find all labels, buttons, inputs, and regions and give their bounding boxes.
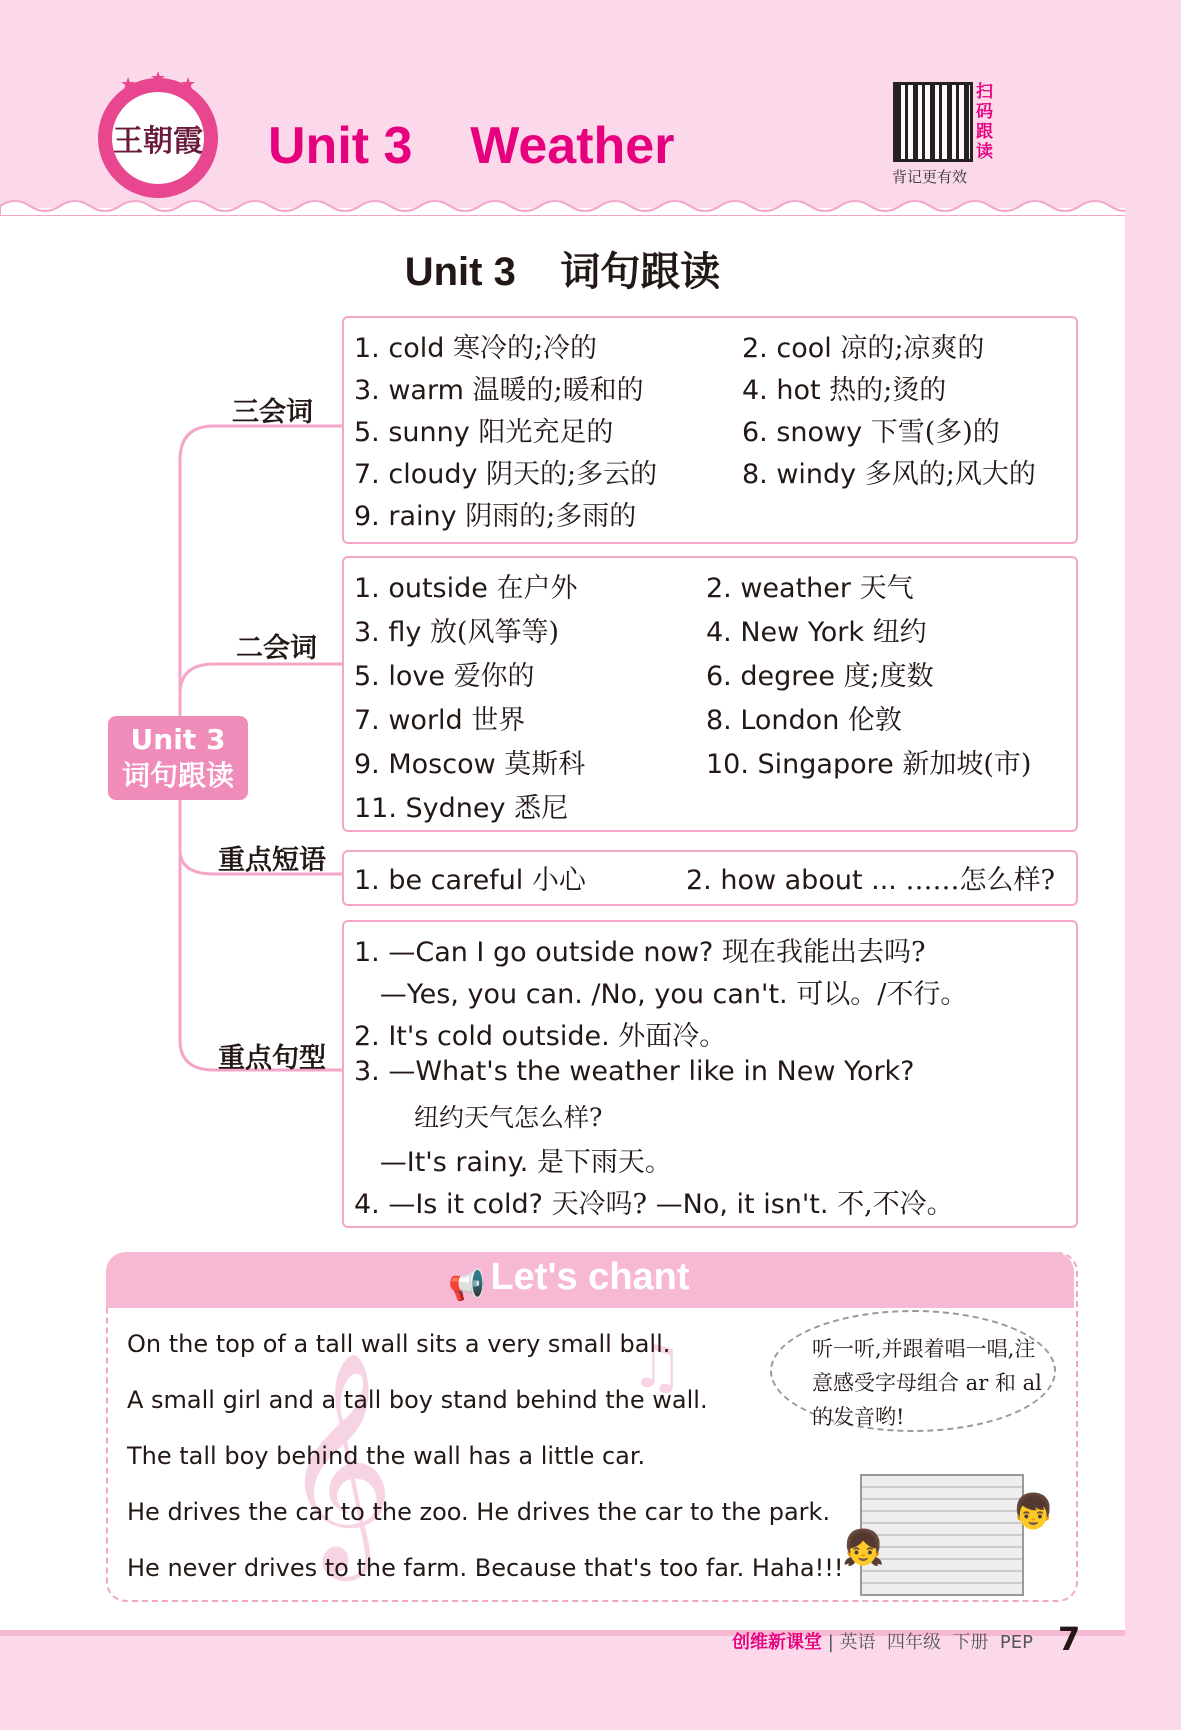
vocab-en: 5. love [354,661,445,692]
vocab-zh: 纽约 [872,617,927,648]
phrase-en: 2. how about ... [686,865,897,896]
footer-info [732,1628,1033,1654]
vocab-zh: 悉尼 [514,793,569,824]
vocab-zh: 寒冷的;冷的 [452,333,598,364]
vocab-en: 1. cold [354,333,445,364]
unit-title: Unit 3 Weather [268,117,675,175]
sentence-en: 2. It's cold outside. [354,1021,610,1052]
sentence-line [354,1182,954,1221]
vocab-item [706,610,927,649]
vocab-item [354,786,568,825]
treble-clef-icon: 𝄞 [282,1350,395,1571]
vocab-item [706,742,1031,781]
qr-label-char: 读 [976,142,993,162]
footer-course: | 英语 四年级 下册 PEP [827,1632,1033,1653]
center-node-line: 词句跟读 [121,759,234,792]
sentence-zh: 纽约天气怎么样? [414,1103,603,1132]
sentence-zh: 外面冷。 [618,1021,727,1052]
star-icon: ★ [150,68,167,89]
vocab-zh: 放(风筝等) [429,617,560,648]
vocab-item [742,368,946,407]
sentence-en: —It's rainy. [354,1147,529,1178]
sentence-line [354,1056,915,1087]
vocab-item [742,452,1036,491]
vocab-zh: 温暖的;暖和的 [472,375,644,406]
vocab-zh: 世界 [471,705,526,736]
logo-text: 王朝霞 [112,92,204,184]
vocab-en: 11. Sydney [354,793,506,824]
vocab-zh: 爱你的 [453,661,535,692]
chant-line: He drives the car to the zoo. He drives the car to the park. [127,1498,831,1526]
footer-brand: 创维新课堂 [732,1632,822,1653]
qr-label-char: 扫 [976,82,993,102]
phrase-zh: 小心 [531,865,586,896]
vocab-en: 4. New York [706,617,864,648]
vocab-zh: 凉的;凉爽的 [840,333,985,364]
vocab-zh: 在户外 [496,573,578,604]
sentence-zh: 现在我能出去吗? [721,937,926,968]
sentence-en: 3. —What's the weather like in New York? [354,1056,915,1087]
speech-bubble-text: 听一听,并跟着唱一唱,注意感受字母组合 ar 和 al 的发音哟! [812,1337,1042,1429]
category-label-sentences: 重点句型 [218,1043,326,1074]
vocab-item [354,610,559,649]
chant-line: A small girl and a tall boy stand behind the wall. [127,1386,708,1414]
sentence-line [354,1140,672,1179]
vocab-en: 9. rainy [354,501,457,532]
vocab-en: 1. outside [354,573,488,604]
chant-line: The tall boy behind the wall has a little car. [127,1442,646,1470]
vocab-zh: 阳光充足的 [478,417,614,448]
qr-label-char: 跟 [976,122,993,142]
vocab-zh: 阴天的;多云的 [486,459,658,490]
sentence-zh: 可以。/不行。 [796,979,968,1010]
vocab-item [706,654,934,693]
star-icon: ★ [180,74,197,95]
vocab-item [354,410,613,449]
sentence-line [354,972,967,1011]
chant-line: On the top of a tall wall sits a very small ball. [127,1330,671,1358]
vocab-en: 3. fly [354,617,422,648]
page-number: 7 [1058,1620,1081,1658]
vocab-en: 4. hot [742,375,821,406]
vocab-zh: 莫斯科 [504,749,586,780]
sentence-en: 1. —Can I go outside now? [354,937,714,968]
vocab-en: 10. Singapore [706,749,894,780]
vocab-item [354,742,585,781]
phrase-en: 1. be careful [354,865,524,896]
boy-figure-icon: 👦 [1012,1492,1055,1532]
vocab-zh: 阴雨的;多雨的 [465,501,637,532]
sentence-zh: 不,不冷。 [837,1189,954,1220]
vocab-en: 6. snowy [742,417,863,448]
vocab-zh: 热的;烫的 [829,375,947,406]
vocab-zh: 天气 [859,573,914,604]
vocab-en: 7. world [354,705,463,736]
vocab-item [354,494,636,533]
vocab-item [354,452,657,491]
category-label-sanhuici: 三会词 [232,397,313,428]
qr-label-char: 码 [976,102,993,122]
vocab-en: 6. degree [706,661,835,692]
vocab-item [354,698,525,737]
phrase-item [686,858,1055,897]
sentence-en: —No, it isn't. [655,1189,829,1220]
vocab-zh: 伦敦 [847,705,902,736]
category-label-erhuici: 二会词 [236,633,317,664]
vocab-zh: 下雪(多)的 [870,417,1000,448]
center-node [108,716,248,800]
chant-line: He never drives to the farm. Because that's too far. Haha!!! [127,1554,844,1582]
vocab-en: 8. windy [742,459,857,490]
qr-caption: 背记更有效 [892,168,968,186]
phrase-zh: ……怎么样? [905,865,1055,896]
vocab-zh: 度;度数 [843,661,934,692]
vocab-en: 9. Moscow [354,749,496,780]
page-heading: Unit 3 词句跟读 [404,250,721,294]
star-icon: ★ [120,74,137,95]
music-note-icon: ♫ [630,1332,684,1402]
vocab-item [742,410,1000,449]
vocab-item [354,368,644,407]
phrase-item [354,858,586,897]
girl-figure-icon: 👧 [842,1528,885,1568]
chant-title: Let's chant [490,1256,690,1298]
vocab-en: 7. cloudy [354,459,478,490]
vocab-item [354,654,535,693]
vocab-item [354,326,597,365]
vocab-en: 8. London [706,705,840,736]
vocab-en: 5. sunny [354,417,470,448]
sentence-line [354,930,925,969]
sentence-en: —Yes, you can. /No, you can't. [354,979,788,1010]
vocab-zh: 新加坡(市) [902,749,1032,780]
vocab-item [742,326,984,365]
vocab-en: 2. cool [742,333,832,364]
category-label-phrases: 重点短语 [218,845,326,876]
sentence-zh: 是下雨天。 [536,1147,672,1178]
sentence-line [354,1014,726,1053]
vocab-item [706,698,902,737]
center-node-line: Unit 3 [130,723,226,756]
megaphone-icon: 📢 [448,1268,486,1303]
vocab-en: 2. weather [706,573,851,604]
vocab-en: 3. warm [354,375,464,406]
vocab-item [706,566,914,605]
sentence-en: 4. —Is it cold? [354,1189,543,1220]
vocab-zh: 多风的;风大的 [864,459,1036,490]
vocab-item [354,566,577,605]
wall-illustration [860,1474,1024,1596]
sentence-zh: 天冷吗? [551,1189,648,1220]
